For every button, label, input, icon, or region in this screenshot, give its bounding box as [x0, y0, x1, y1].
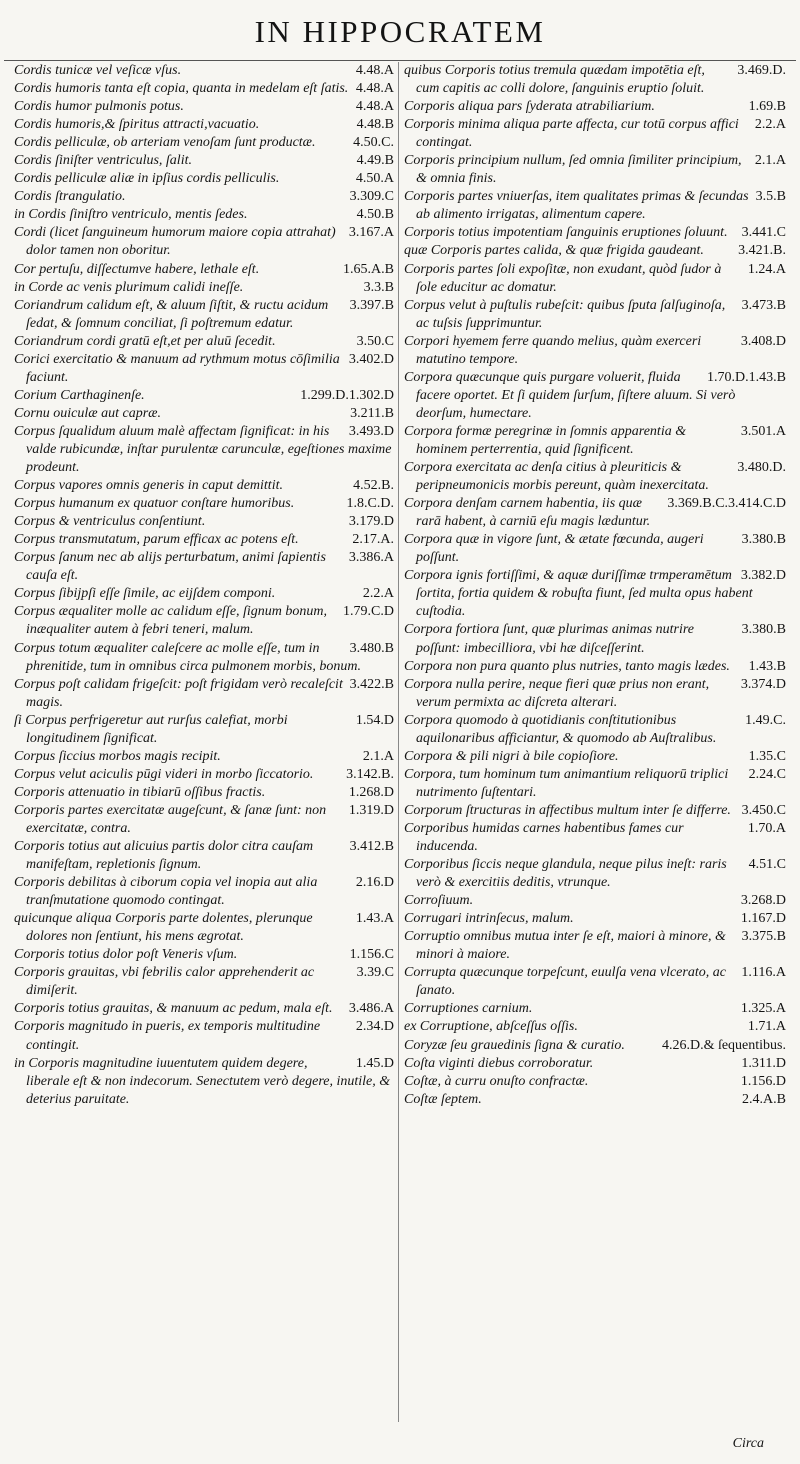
- entry-text: Corpora quæcunque quis purgare voluerit, fluida facere oportet. Et ſi quidem ſurſum, ſiſtere aluum. Si verò deorſum, humectare.: [404, 369, 736, 421]
- entry-text: Corpori hyemem ferre quando melius, quàm exerceri matutino tempore.: [404, 333, 702, 367]
- entry-reference: 1.156.D: [740, 1073, 786, 1089]
- entry-reference: 1.167.D: [740, 911, 786, 927]
- index-entry: [14, 676, 394, 712]
- entry-reference: 3.469.D.: [737, 63, 786, 78]
- index-entry: [14, 387, 394, 405]
- entry-text: Corporis attenuatio in tibiarū oſſibus fractis.: [14, 784, 266, 800]
- catchword: Circa: [732, 1436, 764, 1451]
- entry-text: quicunque aliqua Corporis parte dolentes, plerunque dolores non ſentiunt, his mens ægrotat.: [14, 911, 313, 945]
- entry-text: Corporis partes vniuerſas, item qualitates primas & ſecundas ab alimento irrigatas, alimentum capere.: [404, 189, 749, 223]
- entry-reference: 3.380.B: [741, 622, 786, 638]
- entry-text: Corruptio omnibus mutua inter ſe eſt, maiori à minore, & minori à maiore.: [404, 929, 726, 963]
- index-entry: [14, 603, 394, 639]
- entry-reference: 2.34.D: [355, 1019, 394, 1035]
- index-entry: [14, 910, 394, 946]
- index-entry: [404, 459, 786, 495]
- entry-reference: 3.369.B.C.3.414.C.D: [667, 496, 786, 512]
- index-entry: [14, 116, 394, 134]
- entry-reference: 3.380.B: [741, 532, 786, 548]
- entry-text: in Corde ac venis plurimum calidi ineſſe.: [14, 279, 244, 295]
- entry-reference: 3.142.B.: [346, 766, 394, 782]
- entry-text: Corpora & pili nigri à bile copioſiore.: [404, 748, 619, 764]
- entry-reference: 3.473.B: [741, 297, 786, 313]
- entry-reference: 4.51.C: [748, 857, 786, 873]
- index-entry: [404, 242, 786, 260]
- index-entry: [14, 1055, 394, 1109]
- left-column: [14, 62, 394, 1430]
- index-entry: [404, 658, 786, 676]
- index-entry: [14, 279, 394, 297]
- entry-text: Corici exercitatio & manuum ad rythmum motus cōſimilia faciunt.: [14, 351, 340, 385]
- index-entry: [404, 910, 786, 928]
- index-entry: [14, 838, 394, 874]
- entry-text: Coſtæ ſeptem.: [404, 1091, 482, 1107]
- index-entry: [14, 351, 394, 387]
- entry-text: Corporis magnitudo in pueris, ex temporis multitudine contingit.: [14, 1019, 321, 1053]
- entry-text: Corporis grauitas, vbi febrilis calor apprehenderit ac dimiſerit.: [14, 965, 315, 999]
- entry-text: quæ Corporis partes calida, & quæ frigida gaudeant.: [404, 243, 704, 259]
- entry-text: Corpora non pura quanto plus nutries, tanto magis lædes.: [404, 658, 730, 674]
- index-entry: [404, 892, 786, 910]
- entry-text: in Corporis magnitudine iuuentutem quidem degere, liberale eſt & non indecorum. Senectutem verò degere, inutile, & deterius paruitate.: [14, 1055, 391, 1107]
- index-entry: [404, 1055, 786, 1073]
- entry-reference: 3.412.B: [349, 839, 394, 855]
- entry-reference: 1.79.C.D: [343, 604, 394, 620]
- entry-text: Corporis partes exercitatæ augeſcunt, & ſanæ ſunt: non exercitatæ, contra.: [14, 802, 327, 836]
- entry-reference: 4.48.A: [355, 81, 394, 97]
- index-entry: [404, 1018, 786, 1036]
- entry-text: ſi Corpus perfrigeretur aut rurſus calefiat, morbi longitudinem ſignificat.: [14, 712, 288, 746]
- index-entry: [404, 531, 786, 567]
- index-entry: [14, 152, 394, 170]
- entry-reference: 3.167.A: [348, 225, 394, 241]
- entry-reference: 4.48.B: [356, 117, 394, 133]
- entry-reference: 2.24.C: [748, 766, 786, 782]
- entry-reference: 1.43.B: [748, 658, 786, 674]
- entry-reference: 3.382.D: [740, 568, 786, 584]
- index-entry: [14, 170, 394, 188]
- entry-reference: 3.375.B: [741, 929, 786, 945]
- right-column: [404, 62, 786, 1430]
- entry-reference: 2.1.A: [362, 748, 394, 764]
- index-entry: [404, 98, 786, 116]
- index-entry: [404, 567, 786, 621]
- index-entry: [14, 80, 394, 98]
- entry-text: Corporibus ſiccis neque glandula, neque pilus ineſt: raris verò & exercitiis deditis, vtrunque.: [404, 857, 727, 891]
- entry-text: Corporis totius aut alicuius partis dolor citra cauſam manifeſtam, repletionis ſignum.: [14, 839, 314, 873]
- entry-text: Cordis tunicæ vel veſicæ vſus.: [14, 63, 182, 78]
- entry-text: Corporis debilitas à ciborum copia vel inopia aut alia tranſmutatione quomodo contingat.: [14, 875, 318, 909]
- index-entry: [404, 748, 786, 766]
- entry-text: Coriandrum cordi gratū eſt,et per aluū ſecedit.: [14, 333, 276, 349]
- entry-text: Coſtæ, à curru onuſto confractæ.: [404, 1073, 589, 1089]
- entry-text: Cornu ouiculæ aut capræ.: [14, 405, 162, 421]
- index-entry: [404, 152, 786, 188]
- index-entry: [404, 495, 786, 531]
- entry-reference: 1.69.B: [748, 99, 786, 115]
- entry-reference: 3.39.C: [356, 965, 394, 981]
- entry-text: Corpus velut aciculis pūgi videri in morbo ſiccatorio.: [14, 766, 314, 782]
- entry-text: Corporum ſtructuras in affectibus multum inter ſe differre.: [404, 802, 731, 818]
- entry-reference: 1.70.A: [747, 820, 786, 836]
- entry-text: Corpora, tum hominum tum animantium reliquorū triplici nutrimento ſuſtentari.: [404, 766, 729, 800]
- index-entry: [14, 640, 394, 676]
- entry-text: Corporis totius grauitas, & manuum ac pedum, mala eſt.: [14, 1001, 333, 1017]
- index-entry: [14, 513, 394, 531]
- entry-text: Cordi (licet ſanguineum humorum maiore copia attrahat) dolor tamen non oboritur.: [14, 225, 336, 259]
- index-entry: [14, 946, 394, 964]
- entry-reference: 3.397.B: [349, 297, 394, 313]
- entry-text: Corrupta quæcunque torpeſcunt, euulſa vena vlcerato, ac ſanato.: [404, 965, 726, 999]
- header-rule: [4, 60, 796, 61]
- entry-reference: 3.480.D.: [737, 460, 786, 476]
- index-entry: [404, 369, 786, 423]
- entry-reference: 3.450.C: [741, 802, 786, 818]
- index-entry: [404, 1037, 786, 1055]
- entry-text: Corrugari intrinſecus, malum.: [404, 911, 574, 927]
- entry-reference: 4.49.B: [356, 153, 394, 169]
- entry-reference: 1.319.D: [348, 802, 394, 818]
- entry-text: Corporibus humidas carnes habentibus fames cur inducenda.: [404, 820, 684, 855]
- index-entry: [14, 188, 394, 206]
- index-entry: [14, 1000, 394, 1018]
- entry-text: Cor pertuſu, diſſectumve habere, lethale eſt.: [14, 261, 260, 277]
- entry-reference: 1.70.D.1.43.B: [707, 369, 786, 385]
- entry-reference: 1.268.D: [348, 784, 394, 800]
- entry-text: Cordis humoris tanta eſt copia, quanta in medelam eſt ſatis.: [14, 81, 349, 97]
- entry-reference: 3.402.D: [348, 351, 394, 367]
- entry-reference: 1.45.D: [355, 1055, 394, 1071]
- entry-text: Corpus humanum ex quatuor conſtare humoribus.: [14, 496, 295, 512]
- index-entry: [14, 802, 394, 838]
- entry-text: Cordis pelliculæ, ob arteriam venoſam ſunt productæ.: [14, 135, 316, 151]
- index-entry: [14, 261, 394, 279]
- entry-reference: 1.8.C.D.: [346, 496, 394, 512]
- entry-reference: 1.43.A: [355, 911, 394, 927]
- index-entry: [404, 116, 786, 152]
- entry-text: Corpus ſanum nec ab alijs perturbatum, animi ſapientis cauſa eſt.: [14, 550, 326, 584]
- entry-reference: 3.3.B: [363, 279, 394, 295]
- entry-reference: 2.2.A: [362, 586, 394, 602]
- entry-text: Corpus velut à puſtulis rubeſcit: quibus ſputa ſalſuginoſa, ac tuſsis ſupprimuntur.: [404, 297, 726, 331]
- entry-text: Corium Carthaginenſe.: [14, 387, 145, 403]
- entry-reference: 3.50.C: [356, 333, 394, 349]
- entry-reference: 1.54.D: [355, 712, 394, 728]
- entry-reference: 3.179.D: [348, 514, 394, 530]
- entry-text: Coſta viginti diebus corroboratur.: [404, 1055, 594, 1071]
- entry-reference: 4.48.A: [355, 99, 394, 115]
- entry-reference: 2.16.D: [355, 875, 394, 891]
- entry-reference: 3.493.D: [348, 423, 394, 439]
- index-entry: [14, 712, 394, 748]
- entry-reference: 3.421.B.: [738, 243, 786, 259]
- entry-reference: 3.408.D: [740, 333, 786, 349]
- entry-text: Corpora exercitata ac denſa citius à pleuriticis & peripneumonicis morbis pereunt, quàm inexercitata.: [404, 460, 709, 494]
- entry-reference: 3.441.C: [741, 225, 786, 241]
- entry-reference: 3.480.B: [349, 640, 394, 656]
- entry-reference: 1.35.C: [748, 748, 786, 764]
- entry-text: Corporis totius dolor poſt Veneris vſum.: [14, 947, 238, 963]
- index-entry: [14, 477, 394, 495]
- index-entry: [14, 495, 394, 513]
- index-entry: [14, 206, 394, 224]
- entry-reference: 1.71.A: [747, 1019, 786, 1035]
- entry-reference: 1.24.A: [747, 261, 786, 277]
- entry-text: Corporis totius impotentiam ſanguinis eruptiones ſoluunt.: [404, 225, 728, 241]
- entry-reference: 1.49.C.: [745, 712, 786, 728]
- entry-text: Cordis ſiniſter ventriculus, ſalit.: [14, 153, 192, 169]
- entry-reference: 2.4.A.B: [742, 1091, 786, 1107]
- index-entry: [14, 531, 394, 549]
- index-entry: [404, 188, 786, 224]
- entry-text: Corporis principium nullum, ſed omnia ſimiliter principium, & omnia finis.: [404, 153, 742, 187]
- entry-reference: 4.50.B: [356, 207, 394, 223]
- index-entry: [14, 405, 394, 423]
- page-title: IN HIPPOCRATEM: [254, 14, 546, 49]
- index-entry: [404, 62, 786, 98]
- entry-reference: 3.211.B: [350, 405, 394, 421]
- index-entry: [14, 1018, 394, 1054]
- entry-text: Corruptiones carnium.: [404, 1001, 533, 1017]
- entry-reference: 4.26.D.& ſequentibus.: [661, 1037, 786, 1053]
- entry-reference: 4.52.B.: [353, 478, 394, 494]
- index-entry: [404, 297, 786, 333]
- index-entry: [404, 224, 786, 242]
- entry-reference: 2.1.A: [754, 153, 786, 169]
- entry-text: Corporis aliqua pars ſyderata atrabiliarium.: [404, 99, 655, 115]
- entry-reference: 3.422.B: [349, 676, 394, 692]
- index-entry: [404, 856, 786, 892]
- entry-text: Corroſiuum.: [404, 893, 474, 909]
- entry-text: Cordis humoris,& ſpiritus attracti,vacuatio.: [14, 117, 260, 133]
- index-entry: [404, 621, 786, 657]
- entry-text: Corpus ſqualidum aluum malè affectam ſignificat: in his valde rubicundæ, inſtar purulentæ carunculæ, egeſtiones maxime prodeunt.: [14, 423, 392, 476]
- entry-reference: 3.386.A: [348, 550, 394, 566]
- entry-text: Corpus ſiccius morbos magis recipit.: [14, 748, 221, 764]
- entry-text: Corpora ignis fortiſſimi, & aquæ duriſſimæ trmperamētum ſortita, fortia quidem & robuſta fiunt, ſed multa opus habent cuſtodia.: [404, 568, 753, 620]
- entry-reference: 3.374.D: [740, 676, 786, 692]
- entry-reference: 1.299.D.1.302.D: [300, 387, 394, 403]
- index-entry: [404, 333, 786, 369]
- index-entry: [404, 1000, 786, 1018]
- entry-text: Corpora nulla perire, neque fieri quæ prius non erant, verum permixta ac diſcreta alterari.: [404, 676, 710, 710]
- index-entry: [14, 964, 394, 1000]
- entry-text: Coryzæ ſeu grauedinis ſigna & curatio.: [404, 1037, 625, 1053]
- entry-text: Corpus ſibijpſi eſſe ſimile, ac eijſdem componi.: [14, 586, 276, 602]
- entry-reference: 1.116.A: [741, 965, 786, 981]
- entry-reference: 3.501.A: [740, 423, 786, 439]
- index-entry: [14, 874, 394, 910]
- entry-text: Corpus totum æqualiter caleſcere ac molle eſſe, tum in phrenitide, tum in omnibus circa pulmonem morbis, bonum.: [14, 640, 361, 674]
- entry-text: Cordis humor pulmonis potus.: [14, 99, 184, 115]
- index-entry: [404, 1091, 786, 1109]
- entry-reference: 4.48.A: [355, 63, 394, 78]
- entry-text: Corpus & ventriculus conſentiunt.: [14, 514, 206, 530]
- entry-text: Corpus æqualiter molle ac calidum eſſe, ſignum bonum, inæqualiter autem à febri teneri, malum.: [14, 604, 328, 638]
- entry-reference: 1.65.A.B: [343, 261, 394, 277]
- index-entry: [14, 585, 394, 603]
- index-entry: [404, 423, 786, 459]
- index-entry: [14, 62, 394, 80]
- index-entry: [14, 766, 394, 784]
- entry-text: Corpora quomodo à quotidianis conſtitutionibus aquilonaribus afficiantur, & quomodo ab Auſtralibus.: [404, 712, 717, 746]
- index-entry: [404, 820, 786, 856]
- entry-reference: 4.50.C.: [353, 135, 394, 151]
- entry-text: Corpora denſam carnem habentia, iis quæ rarā habent, à carniū eſu magis læduntur.: [404, 496, 651, 530]
- entry-text: Corpora fortiora ſunt, quæ plurimas animas nutrire poſſunt: imbecilliora, vbi hæ diſceſſerint.: [404, 622, 695, 656]
- entry-reference: 3.268.D: [740, 893, 786, 909]
- index-entry: [404, 712, 786, 748]
- entry-text: Corporis minima aliqua parte affecta, cur totū corpus affici contingat.: [404, 117, 739, 151]
- index-entry: [404, 928, 786, 964]
- entry-text: Corporis partes ſoli expoſitæ, non exudant, quòd ſudor à ſole educitur ac domatur.: [404, 261, 722, 295]
- entry-reference: 3.486.A: [348, 1001, 394, 1017]
- index-entry: [14, 98, 394, 116]
- entry-reference: 1.325.A: [740, 1001, 786, 1017]
- entry-text: Corpora quæ in vigore ſunt, & ætate fœcunda, augeri poſſunt.: [404, 532, 704, 566]
- index-entry: [404, 676, 786, 712]
- entry-reference: 3.309.C: [349, 189, 394, 205]
- entry-text: Coriandrum calidum eſt, & aluum ſiſtit, & ructu acidum ſedat, & ſomnum conciliat, ſi poſtremum edatur.: [14, 297, 329, 331]
- entry-reference: 2.17.A.: [352, 532, 394, 548]
- index-entry: [404, 261, 786, 297]
- index-entry: [404, 964, 786, 1000]
- entry-text: in Cordis ſiniſtro ventriculo, mentis ſedes.: [14, 207, 248, 223]
- column-divider: [398, 62, 399, 1422]
- entry-reference: 1.156.C: [349, 947, 394, 963]
- index-entry: [404, 1073, 786, 1091]
- index-entry: [14, 224, 394, 260]
- index-entry: [14, 134, 394, 152]
- entry-text: Cordis ſtrangulatio.: [14, 189, 126, 205]
- index-entry: [14, 748, 394, 766]
- entry-text: Corpus vapores omnis generis in caput demittit.: [14, 478, 283, 494]
- entry-reference: 4.50.A: [355, 171, 394, 187]
- entry-reference: 3.5.B: [755, 189, 786, 205]
- index-entry: [404, 802, 786, 820]
- index-entry: [14, 333, 394, 351]
- entry-text: quibus Corporis totius tremula quædam impotētia eſt, cum capitis ac colli dolore, ſanguinis eruptio ſoluit.: [404, 63, 705, 97]
- index-entry: [404, 766, 786, 802]
- entry-text: Cordis pelliculæ aliæ in ipſius cordis pelliculis.: [14, 171, 280, 187]
- entry-text: Corpus poſt calidam frigeſcit: poſt frigidam verò recaleſcit magis.: [14, 676, 343, 710]
- entry-text: Corpus transmutatum, parum efficax ac potens eſt.: [14, 532, 299, 548]
- index-entry: [14, 549, 394, 585]
- entry-reference: 1.311.D: [741, 1055, 786, 1071]
- index-entry: [14, 297, 394, 333]
- index-entry: [14, 423, 394, 477]
- entry-text: Corpora formæ peregrinæ in ſomnis apparentia & hominem perterrentia, quid ſignificent.: [404, 423, 687, 457]
- entry-reference: 2.2.A: [754, 117, 786, 133]
- entry-text: ex Corruptione, abſceſſus oſſis.: [404, 1019, 578, 1035]
- index-entry: [14, 784, 394, 802]
